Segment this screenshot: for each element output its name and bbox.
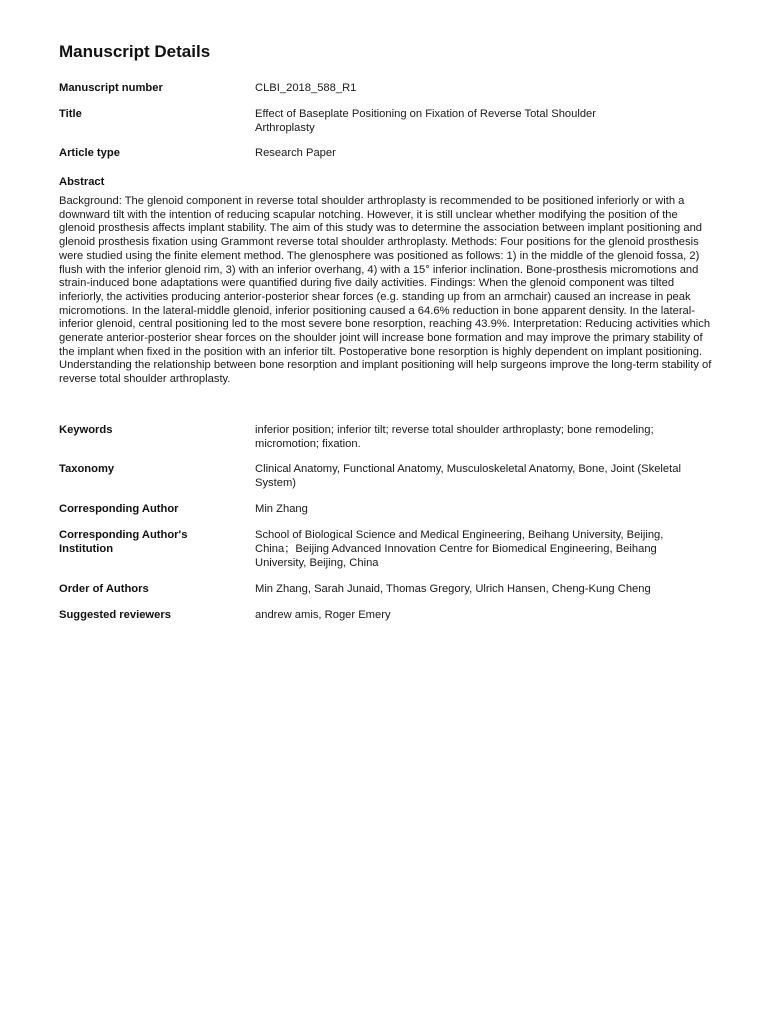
institution-label: Corresponding Author's Institution <box>59 529 188 556</box>
corresponding-author-value: Min Zhang <box>255 503 308 515</box>
taxonomy-value: Clinical Anatomy, Functional Anatomy, Musculoskeletal Anatomy, Bone, Joint (Skeletal System) <box>255 463 681 490</box>
suggested-reviewers-label: Suggested reviewers <box>59 609 171 621</box>
article-type-label: Article type <box>59 147 120 159</box>
manuscript-number-label: Manuscript number <box>59 82 163 94</box>
taxonomy-label: Taxonomy <box>59 463 115 475</box>
order-of-authors-label: Order of Authors <box>59 583 149 595</box>
title-label: Title <box>59 108 82 120</box>
title-value: Effect of Baseplate Positioning on Fixation of Reverse Total Shoulder Arthroplasty <box>255 108 597 135</box>
keywords-value: inferior position; inferior tilt; reverse total shoulder arthroplasty; bone remodeling; micromotion; fixation. <box>255 424 654 451</box>
suggested-reviewers-value: andrew amis, Roger Emery <box>255 609 391 621</box>
manuscript-number-value: CLBI_2018_588_R1 <box>255 82 357 94</box>
keywords-label: Keywords <box>59 424 113 436</box>
article-type-value: Research Paper <box>255 147 336 159</box>
order-of-authors-value: Min Zhang, Sarah Junaid, Thomas Gregory, Ulrich Hansen, Cheng-Kung Cheng <box>255 583 651 595</box>
abstract-label: Abstract <box>59 176 105 188</box>
abstract-text: Background: The glenoid component in reverse total shoulder arthroplasty is recommended to be positioned inferiorly or with a downward tilt with the intention of reducing scapular notching. However, it is still unclear whether modifying the position of the glenoid prosthesis affects implant stability. The aim of this study was to determine the association between implant positioning and glenoid prosthesis fixation using Grammont reverse total shoulder arthroplasty. Methods: Four positions for the glenoid prosthesis were studied using the finite element method. The glenosphere was positioned as follows: 1) in the middle of the glenoid fossa, 2) flush with the inferior glenoid rim, 3) with an inferior overhang, 4) with a 15° inferior inclination. Bone-prosthesis micromotions and strain-induced bone adaptations were quantified during five daily activities. Findings: When the glenoid component was tilted inferiorly, the activities producing anterior-posterior shear forces (e.g. standing up from an armchair) caused an increase in peak micromotions. In the lateral-middle glenoid, inferior positioning caused a 64.6% reduction in bone apparent density. In the lateral-inferior glenoid, central positioning led to the most severe bone resorption, reaching 43.9%. Interpretation: Reducing activities which generate anterior-posterior shear forces on the shoulder joint will increase bone formation and may improve the primary stability of the implant when fixed in the position with an inferior tilt. Postoperative bone resorption is highly dependent on implant positioning. Understanding the relationship between bone resorption and implant positioning will help surgeons improve the long-term stability of reverse total shoulder arthroplasty. <box>59 195 712 386</box>
page-title: Manuscript Details <box>59 42 211 61</box>
corresponding-author-label: Corresponding Author <box>59 503 179 515</box>
institution-value: School of Biological Science and Medical Engineering, Beihang University, Beijing, China；Beijing Advanced Innovation Centre for Biomedical Engineering, Beihang University, Beijing, China <box>255 529 664 570</box>
